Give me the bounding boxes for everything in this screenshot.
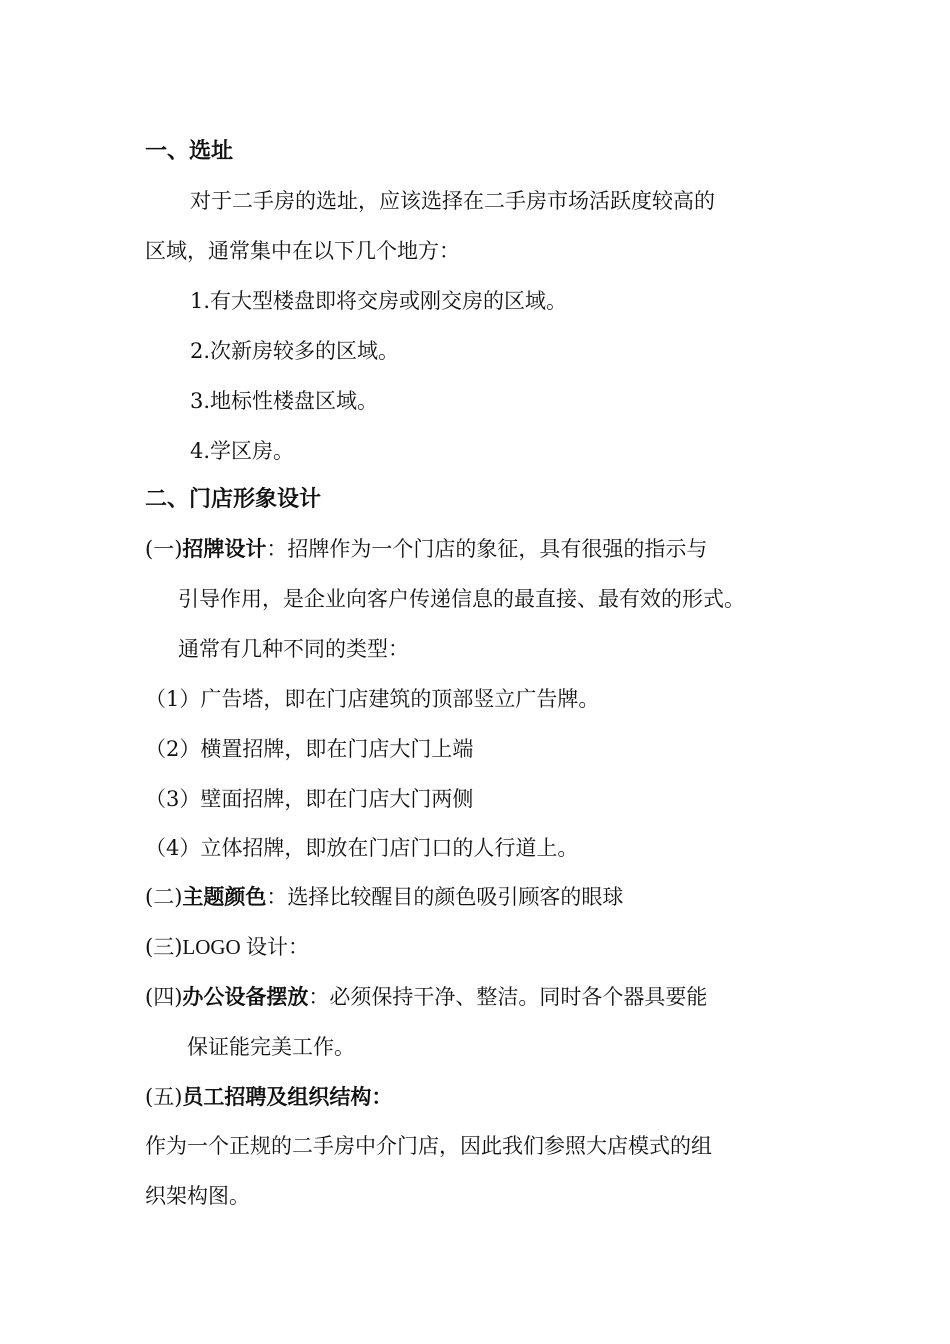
closing-line1: 作为一个正规的二手房中介门店，因此我们参照大店模式的组 [145,1134,712,1158]
sub4-title: 办公设备摆放 [182,985,309,1009]
sub4-line1 [145,983,707,1011]
list-item: （3）壁面招牌，即在门店大门两侧 [145,787,474,811]
closing-line2: 织架构图。 [145,1184,250,1208]
list-item: 3.地标性楼盘区域。 [190,389,379,413]
sub3-text: LOGO 设计： [182,935,309,959]
list-item: （1）广告塔，即在门店建筑的顶部竖立广告牌。 [145,687,600,711]
sub3-line [145,933,309,961]
sub1-title: 招牌设计 [182,537,267,561]
list-item: （2）横置招牌，即在门店大门上端 [145,737,474,761]
sub2-text: ：选择比较醒目的颜色吸引顾客的眼球 [266,885,624,909]
sub4-text: ：必须保持干净、整洁。同时各个器具要能 [308,985,708,1009]
sub5-line [145,1083,392,1111]
section1-intro-line2: 区域，通常集中在以下几个地方： [145,239,460,263]
list-item: （4）立体招牌，即放在门店门口的人行道上。 [145,836,579,860]
sub2-title: 主题颜色 [182,885,267,909]
sub1-marker: (一) [145,537,183,561]
list-item: 1.有大型楼盘即将交房或刚交房的区域。 [190,289,568,313]
sub5-title: 员工招聘及组织结构： [182,1085,393,1109]
sub3-marker: (三) [145,935,183,959]
sub1-line3: 通常有几种不同的类型： [178,637,409,661]
list-item: 4.学区房。 [190,439,295,463]
section1-intro-line1: 对于二手房的选址，应该选择在二手房市场活跃度较高的 [190,189,715,213]
section2-heading: 二、门店形象设计 [145,487,322,512]
sub1-text: ：招牌作为一个门店的象征，具有很强的指示与 [266,537,708,561]
sub1-line1 [145,535,707,563]
section1-heading: 一、选址 [145,139,234,164]
sub4-marker: (四) [145,985,183,1009]
sub2-marker: (二) [145,885,183,909]
sub1-line2: 引导作用，是企业向客户传递信息的最直接、最有效的形式。 [178,587,745,611]
sub5-marker: (五) [145,1085,183,1109]
sub4-line2: 保证能完美工作。 [187,1035,355,1059]
sub2-line [145,883,623,911]
list-item: 2.次新房较多的区域。 [190,339,400,363]
